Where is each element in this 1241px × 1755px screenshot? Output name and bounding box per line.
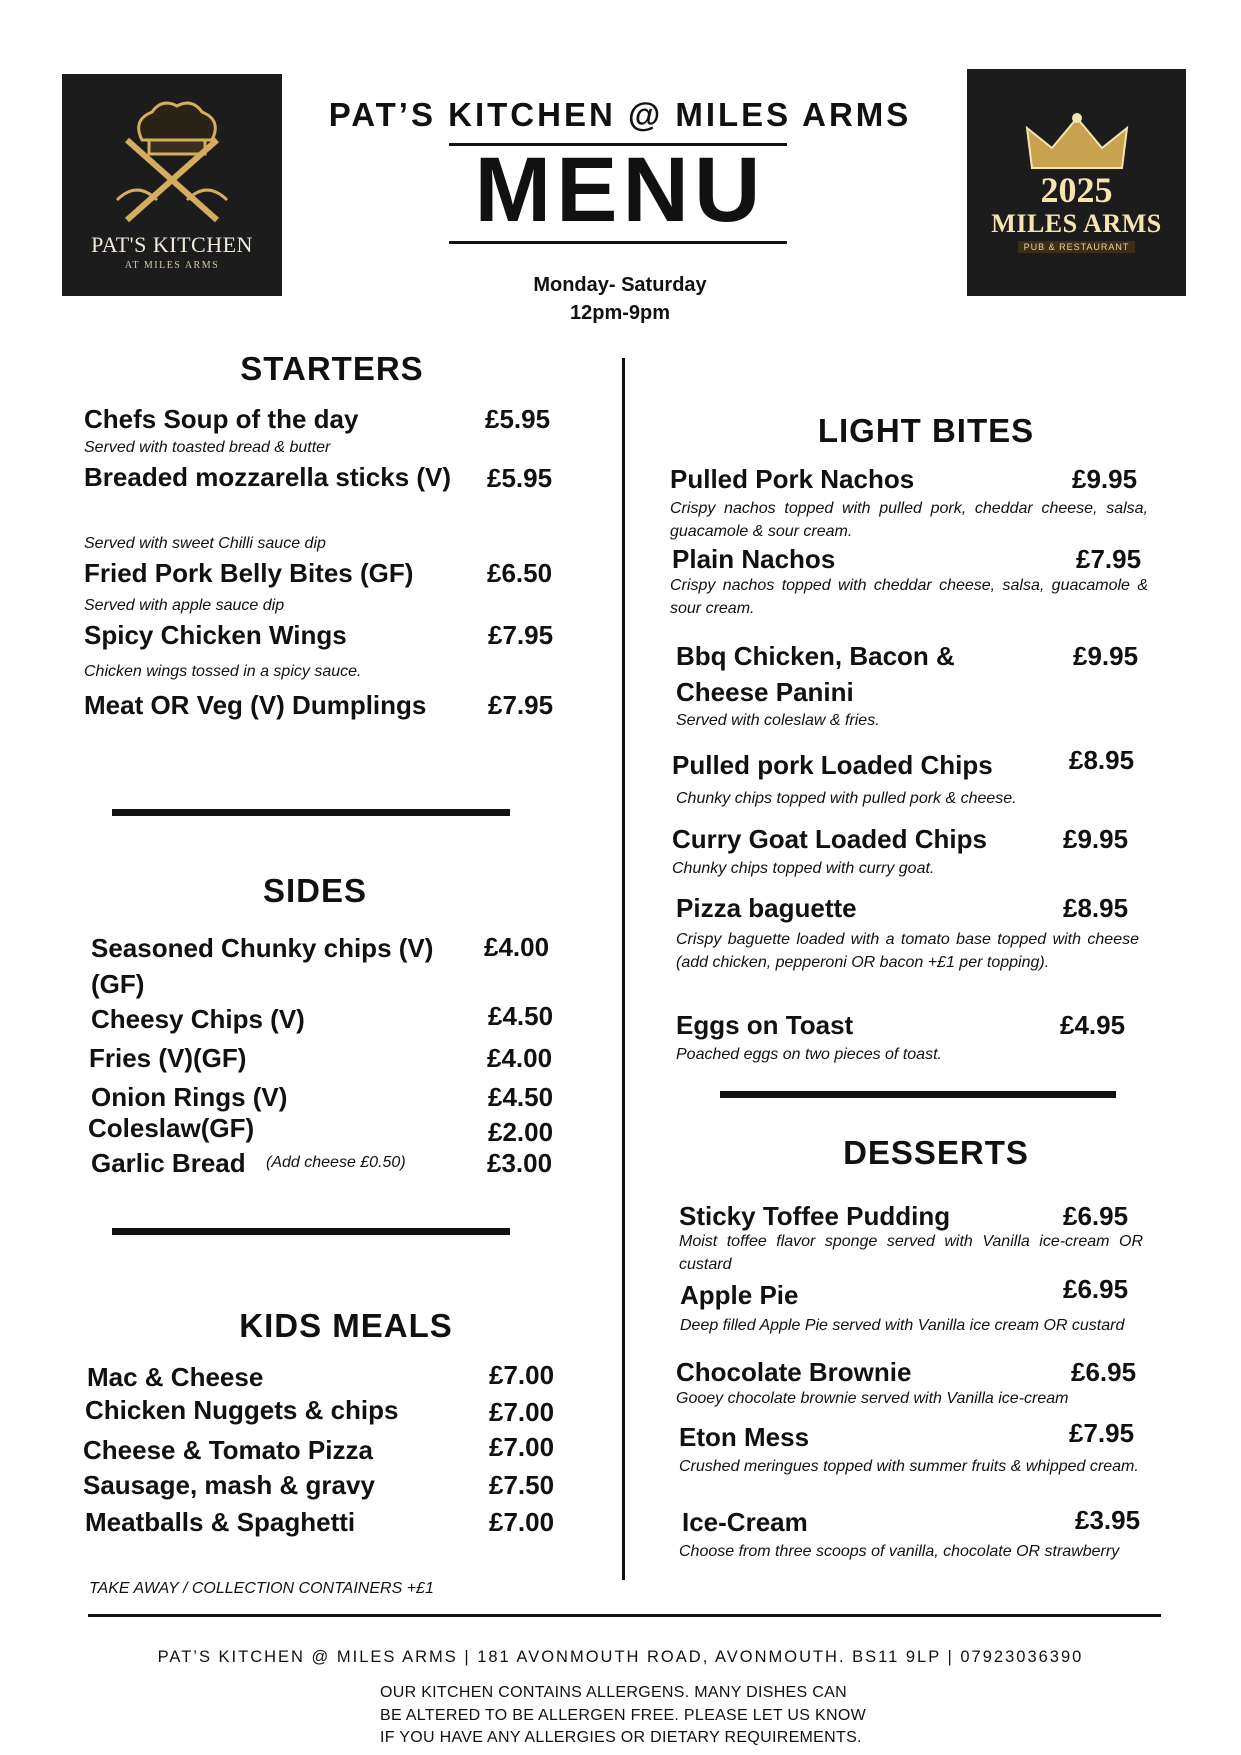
menu-item-name: Sausage, mash & gravy [83,1470,375,1500]
menu-item-name: Ice-Cream [682,1507,808,1537]
menu-item-price: £7.00 [489,1360,555,1390]
allergen-notice [380,1682,900,1750]
menu-item-name: Pulled pork Loaded Chips [672,750,993,780]
menu-item-name: Pizza baguette [676,893,857,923]
menu-item-price: £9.95 [1073,641,1139,671]
allergen-line: BE ALTERED TO BE ALLERGEN FREE. PLEASE LET US KNOW [380,1706,866,1724]
menu-heading: MENU [474,139,766,241]
menu-item-name: Chocolate Brownie [676,1357,912,1387]
menu-item-price: £7.95 [488,690,554,720]
menu-item-desc: Poached eggs on two pieces of toast. [676,1046,942,1063]
menu-item-name: Fries (V)(GF) [89,1043,247,1073]
menu-item-name: Breaded mozzarella sticks (V) [84,462,452,492]
desserts-heading: DESSERTS [843,1134,1029,1171]
menu-item-desc: Crispy nachos topped with cheddar cheese, salsa, guacamole & sour cream. [670,577,1148,617]
menu-item-desc: Crushed meringues topped with summer fruits & whipped cream. [679,1458,1139,1475]
menu-item-name: Apple Pie [680,1280,799,1310]
menu-item-name: Cheesy Chips (V) [91,1004,305,1034]
menu-item-name: Bbq Chicken, Bacon & Cheese Panini [676,641,955,707]
menu-item-price: £6.95 [1063,1201,1129,1231]
menu-item-name: Seasoned Chunky chips (V) (GF) [91,933,434,999]
logo-subname: AT MILES ARMS [124,259,220,271]
logo-name: PAT'S KITCHEN [91,231,253,257]
menu-item-name: Mac & Cheese [87,1362,264,1392]
menu-item-price: £4.00 [484,932,550,962]
pats-kitchen-logo [62,74,282,296]
logo-year: 2025 [1040,169,1113,210]
menu-item-desc: Chunky chips topped with curry goat. [672,860,935,877]
menu-item-note: (Add cheese £0.50) [266,1154,406,1171]
logo-brand: MILES ARMS [991,208,1162,238]
menu-item-desc: Choose from three scoops of vanilla, chocolate OR strawberry [679,1543,1120,1560]
menu-item-price: £5.95 [487,463,553,493]
menu-item-price: £6.95 [1071,1357,1137,1387]
menu-item-price: £6.95 [1063,1274,1129,1304]
allergen-line: OUR KITCHEN CONTAINS ALLERGENS. MANY DISHES CAN [380,1684,847,1701]
section-divider [112,809,510,816]
menu-item-price: £2.00 [488,1117,554,1147]
menu-item-desc: Served with toasted bread & butter [84,439,331,456]
menu-item-price: £3.00 [487,1148,553,1178]
menu-item-name: Chicken Nuggets & chips [85,1395,399,1425]
starters-heading: STARTERS [240,350,424,387]
title-rule-bottom [449,241,787,244]
menu-item-price: £5.95 [485,404,551,434]
menu-item-price: £7.95 [488,620,554,650]
menu-item-price: £8.95 [1063,893,1129,923]
section-divider [112,1228,510,1235]
menu-item-name: Sticky Toffee Pudding [679,1201,951,1231]
light-bites-heading: LIGHT BITES [817,412,1035,449]
menu-item-price: £7.00 [489,1432,555,1462]
menu-item-price: £6.50 [487,558,553,588]
menu-item-price: £4.00 [487,1043,553,1073]
menu-item-name: Fried Pork Belly Bites (GF) [84,558,414,588]
crown-icon [1017,113,1137,173]
opening-days: Monday- Saturday [533,274,707,296]
menu-item-desc: Chunky chips topped with pulled pork & cheese. [676,790,1017,807]
menu-item-desc: Deep filled Apple Pie served with Vanilla ice cream OR custard [680,1317,1125,1334]
menu-item-price: £7.95 [1069,1418,1135,1448]
takeaway-note: TAKE AWAY / COLLECTION CONTAINERS +£1 [89,1580,434,1597]
menu-item-name: Eggs on Toast [676,1010,854,1040]
menu-item-name: Plain Nachos [672,544,836,574]
menu-item-price: £7.95 [1076,544,1142,574]
restaurant-title: PAT’S KITCHEN @ MILES ARMS [328,96,912,133]
menu-item-price: £8.95 [1069,745,1135,775]
menu-item-price: £9.95 [1063,824,1129,854]
menu-item-price: £4.50 [488,1082,554,1112]
menu-item-desc: Gooey chocolate brownie served with Vanilla ice-cream [676,1390,1069,1407]
menu-item-name: Curry Goat Loaded Chips [672,824,987,854]
menu-item-price: £9.95 [1072,464,1138,494]
menu-item-desc: Served with sweet Chilli sauce dip [84,535,326,552]
column-divider [622,358,625,1580]
menu-item-name: Pulled Pork Nachos [670,464,915,494]
footer-rule [88,1614,1161,1617]
section-divider [720,1091,1116,1098]
menu-item-price: £4.95 [1060,1010,1126,1040]
opening-hours: 12pm-9pm [569,302,671,324]
menu-item-name: Eton Mess [679,1422,810,1452]
sides-heading: SIDES [262,872,368,909]
menu-item-price: £7.50 [489,1470,555,1500]
menu-item-desc: Served with apple sauce dip [84,597,285,614]
logo-brand-sub: PUB & RESTAURANT [1018,241,1136,253]
menu-item-name: Garlic Bread [91,1148,246,1178]
menu-item-name: Chefs Soup of the day [84,404,359,434]
menu-item-name: Meatballs & Spaghetti [85,1507,356,1537]
menu-item-desc: Served with coleslaw & fries. [676,712,880,729]
chef-hat-cutlery-icon [97,100,247,230]
menu-item-price: £7.00 [489,1397,555,1427]
menu-item-price: £4.50 [488,1001,554,1031]
menu-item-desc: Moist toffee flavor sponge served with Vanilla ice-cream OR custard [679,1233,1143,1273]
menu-item-name: Meat OR Veg (V) Dumplings [84,690,427,720]
menu-item-name: Cheese & Tomato Pizza [83,1435,373,1465]
menu-item-desc: Crispy nachos topped with pulled pork, cheddar cheese, salsa, guacamole & sour cream. [670,500,1148,540]
allergen-line: IF YOU HAVE ANY ALLERGIES OR DIETARY REQUIREMENTS. [380,1729,862,1746]
menu-item-desc: Crispy baguette loaded with a tomato base topped with cheese (add chicken, pepperoni OR bacon +£1 per topping). [676,931,1139,971]
miles-arms-logo [967,69,1186,296]
kids-meals-heading: KIDS MEALS [239,1307,453,1344]
footer-address: PAT’S KITCHEN @ MILES ARMS | 181 AVONMOUTH ROAD, AVONMOUTH. BS11 9LP | 07923036390 [157,1648,1084,1666]
menu-item-price: £3.95 [1075,1505,1141,1535]
menu-item-price: £7.00 [489,1507,555,1537]
menu-item-name: Spicy Chicken Wings [84,620,347,650]
menu-item-desc: Chicken wings tossed in a spicy sauce. [84,663,362,680]
menu-item-name: Coleslaw(GF) [88,1113,255,1143]
menu-item-name: Onion Rings (V) [91,1082,288,1112]
